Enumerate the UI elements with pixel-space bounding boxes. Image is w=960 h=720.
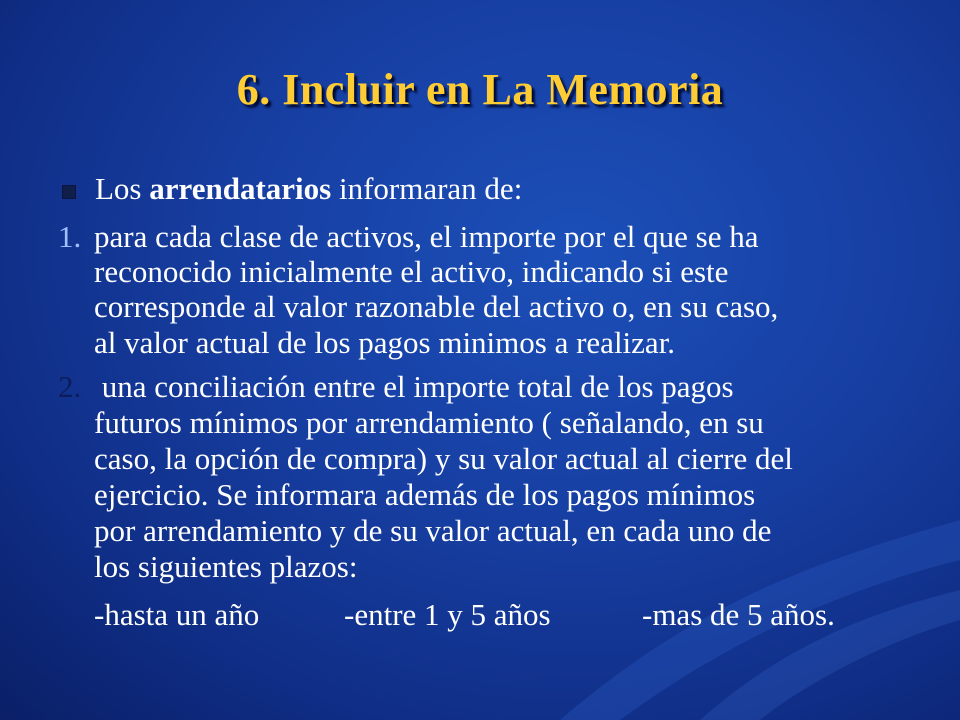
item-line: corresponde al valor razonable del activo o, en su caso, (94, 289, 779, 324)
plazo-2: -entre 1 y 5 años (344, 597, 551, 632)
bullet-bold: arrendatarios (149, 171, 332, 206)
bullet-pre: Los (95, 171, 150, 206)
bullet-post: informaran de: (331, 171, 523, 206)
item-line: al valor actual de los pagos minimos a realizar. (94, 325, 676, 360)
item-line: los siguientes plazos: (94, 549, 358, 584)
item-line: una conciliación entre el importe total de los pagos (94, 369, 734, 404)
item-line: caso, la opción de compra) y su valor actual al cierre del (94, 441, 793, 476)
item-line: para cada clase de activos, el importe por el que se ha (94, 219, 759, 254)
plazos-row (94, 598, 835, 632)
item-number: 1. (58, 219, 82, 254)
plazo-1: -hasta un año (94, 597, 260, 632)
plazo-3: -mas de 5 años. (642, 597, 835, 632)
item-line: reconocido inicialmente el activo, indicando si este (94, 254, 729, 289)
item-line: futuros mínimos por arrendamiento ( señalando, en su (94, 405, 764, 440)
item-number: 2. (58, 369, 82, 404)
item-line: ejercicio. Se informara además de los pagos mínimos (94, 477, 756, 512)
square-bullet-icon (62, 185, 76, 199)
slide-title: 6. Incluir en La Memoria (236, 65, 724, 114)
item-line: por arrendamiento y de su valor actual, en cada uno de (94, 513, 772, 548)
